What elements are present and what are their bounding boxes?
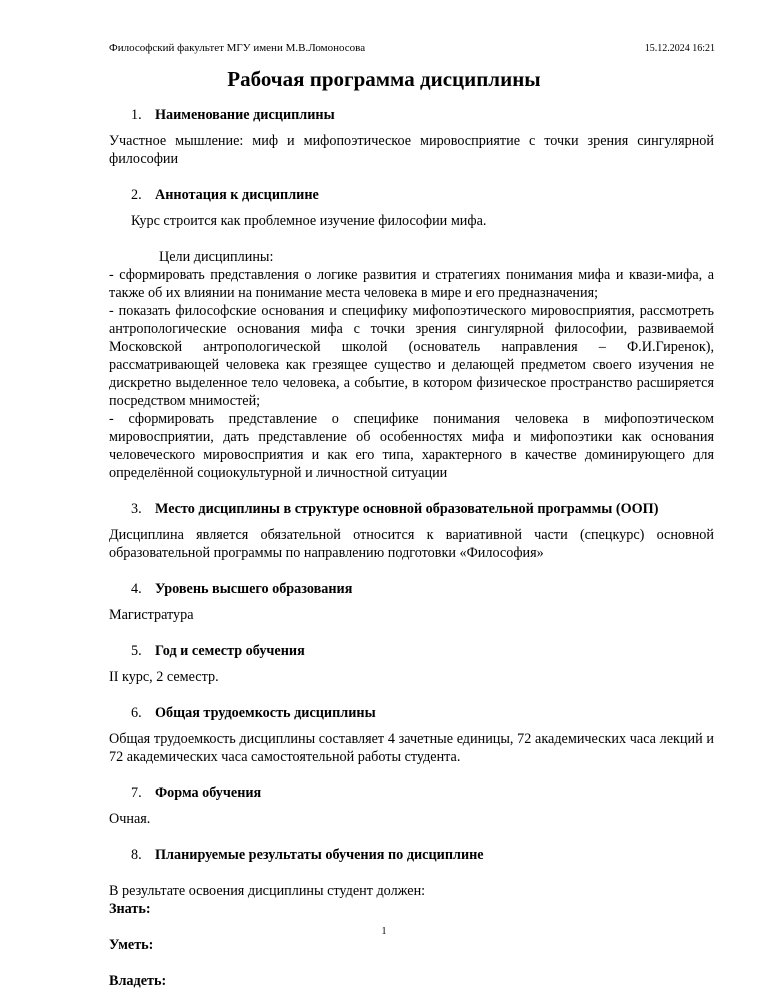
section-title: Год и семестр обучения	[155, 643, 305, 659]
goal-item: - показать философские основания и специфику мифопоэтического мировосприятия, рассмотреть антропологические основания мифа с точки зрения сингулярной философии, развиваемой Московской антропологической школой (основатель направления – Ф.И.Гиренок), рассматривающей человека как грезящее существо и делающей предметом своего изучения не дискретно выделенное тело человека, а событие, в котором физическое пространство расширяется посредством мнимостей;	[109, 303, 714, 409]
know-label: Знать:	[109, 901, 151, 917]
section-3-heading	[109, 500, 714, 518]
section-number: 3.	[131, 501, 142, 517]
section-3-text: Дисциплина является обязательной относится к вариативной части (спецкурс) основной образовательной программы по направлению подготовки «Философия»	[109, 527, 714, 561]
own-label: Владеть:	[109, 973, 167, 989]
section-title: Аннотация к дисциплине	[155, 187, 319, 203]
section-4-text: Магистратура	[109, 607, 194, 623]
section-title: Наименование дисциплины	[155, 107, 335, 123]
section-number: 5.	[131, 643, 142, 659]
section-6-text: Общая трудоемкость дисциплины составляет 4 зачетные единицы, 72 академических часа лекций и 72 академических часа самостоятельной работы студента.	[109, 731, 714, 765]
goals-title: Цели дисциплины:	[159, 249, 274, 265]
header-datetime: 15.12.2024 16:21	[644, 43, 715, 54]
section-7-text: Очная.	[109, 811, 151, 827]
section-number: 4.	[131, 581, 142, 597]
can-label: Уметь:	[109, 937, 154, 953]
section-title: Общая трудоемкость дисциплины	[155, 705, 376, 721]
section-number: 2.	[131, 187, 142, 203]
section-6-heading	[109, 704, 714, 722]
section-number: 6.	[131, 705, 142, 721]
section-number: 1.	[131, 107, 142, 123]
section-title: Место дисциплины в структуре основной образовательной программы (ООП)	[155, 501, 659, 517]
section-number: 8.	[131, 847, 142, 863]
document-body	[109, 106, 714, 990]
page-number: 1	[381, 926, 387, 937]
goal-item: - сформировать представление о специфике понимания человека в мифопоэтическом мировосприятии, дать представление об особенностях мифа и мифопоэтики как основания человеческого мировосприятия и как его типа, характерного в качестве доминирующего для определённой социокультурной и личностной ситуации	[109, 411, 714, 481]
section-number: 7.	[131, 785, 142, 801]
section-1-heading	[109, 106, 714, 124]
section-title: Уровень высшего образования	[155, 581, 353, 597]
section-1-text: Участное мышление: миф и мифопоэтическое мировосприятие с точки зрения сингулярной философии	[109, 133, 714, 167]
section-title: Форма обучения	[155, 785, 262, 801]
section-5-text: II курс, 2 семестр.	[109, 669, 219, 685]
section-5-heading	[109, 642, 714, 660]
section-8-heading	[109, 846, 714, 864]
section-2-heading	[109, 186, 714, 204]
goal-item: - сформировать представления о логике развития и стратегиях понимания мифа и квази-мифа, а также об их влиянии на понимание места человека в мире и его предназначения;	[109, 267, 714, 301]
section-title: Планируемые результаты обучения по дисциплине	[155, 847, 484, 863]
header-institution: Философский факультет МГУ имени М.В.Ломоносова	[109, 42, 366, 54]
section-2-text: Курс строится как проблемное изучение философии мифа.	[131, 213, 487, 229]
section-8-text: В результате освоения дисциплины студент должен:	[109, 883, 426, 899]
document-title: Рабочая программа дисциплины	[227, 67, 541, 91]
section-4-heading	[109, 580, 714, 598]
section-7-heading	[109, 784, 714, 802]
